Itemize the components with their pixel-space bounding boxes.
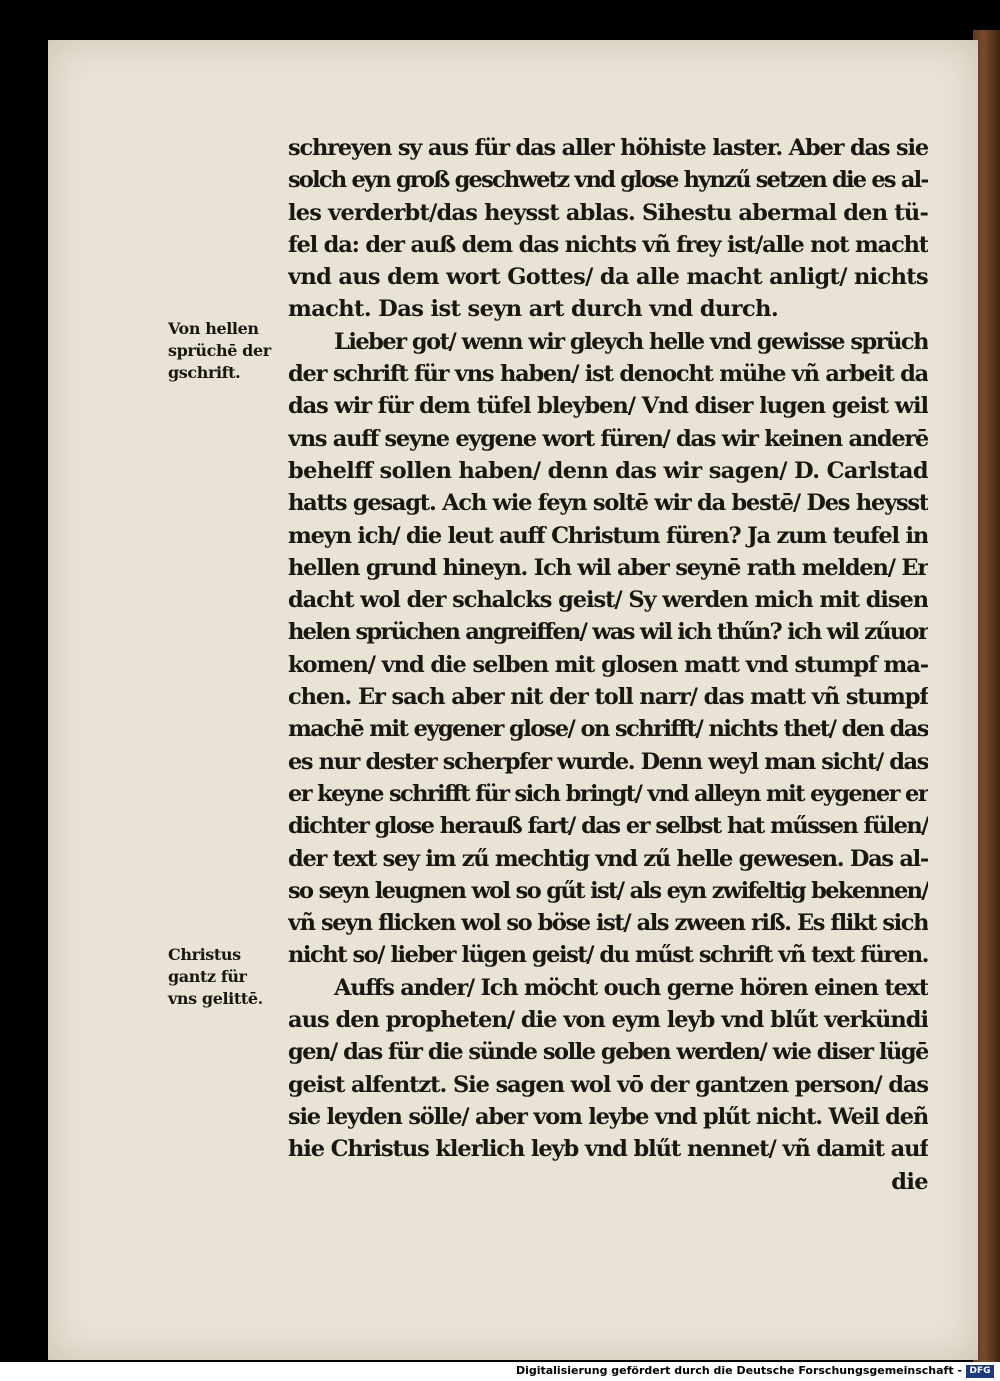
- text-line: so seyn leugnen wol so gűt ist/ als eyn zwifeltig bekennen/: [288, 877, 928, 904]
- text-line: vnd aus dem wort Gottes/ da alle macht anligt/ nichts: [288, 264, 928, 291]
- margin-note-line: vns gelittē.: [168, 989, 263, 1008]
- margin-note-christus: [168, 944, 280, 1010]
- text-line: nicht so/ lieber lügen geist/ du műst schrift vñ text füren.: [288, 942, 928, 969]
- text-line: dacht wol der schalcks geist/ Sy werden mich mit disen: [288, 587, 928, 614]
- text-line: behelff sollen haben/ denn das wir sagen/ D. Carlstad: [288, 457, 928, 484]
- main-text-block: [288, 132, 928, 1198]
- dfg-logo: DFG: [966, 1365, 994, 1378]
- footer-credit: Digitalisierung gefördert durch die Deutsche Forschungsgemeinschaft -: [515, 1364, 962, 1377]
- text-line: vns auff seyne eygene wort füren/ das wir keinen anderē: [288, 425, 928, 452]
- text-line: sie leyden sölle/ aber vom leybe vnd plűt nicht. Weil deñ: [288, 1103, 928, 1130]
- text-line: fel da: der auß dem das nichts vñ frey ist/alle not macht: [288, 231, 928, 258]
- text-line: es nur dester scherpfer wurde. Denn weyl man sicht/ das: [288, 748, 928, 775]
- text-line: hellen grund hineyn. Ich wil aber seynē rath melden/ Er: [288, 554, 928, 581]
- margin-note-line: gantz für: [168, 967, 247, 986]
- text-line: geist alfentzt. Sie sagen wol vō der gantzen person/ das: [288, 1071, 928, 1098]
- text-line: komen/ vnd die selben mit glosen matt vnd stumpf ma-: [288, 651, 928, 678]
- margin-note-line: gschrift.: [168, 363, 241, 382]
- text-line: dichter glose herauß fart/ das er selbst hat műssen fülen/: [288, 813, 928, 840]
- text-line: der text sey im zű mechtig vnd zű helle gewesen. Das al-: [288, 845, 928, 872]
- text-line: aus den propheten/ die von eym leyb vnd blűt verkündi: [288, 1007, 928, 1034]
- text-line: Lieber got/ wenn wir gleych helle vnd gewisse sprüch: [334, 328, 928, 355]
- margin-note-line: Christus: [168, 945, 241, 964]
- text-line: helen sprüchen angreiffen/ was wil ich thűn? ich wil zűuor: [288, 619, 928, 646]
- text-line: Auffs ander/ Ich möcht ouch gerne hören einen text: [334, 974, 928, 1001]
- text-line: gen/ das für die sünde solle geben werden/ wie diser lügē: [288, 1039, 928, 1066]
- text-line: les verderbt/das heysst ablas. Sihestu abermal den tü-: [288, 199, 928, 226]
- text-line: er keyne schrifft für sich bringt/ vnd alleyn mit eygener er: [288, 780, 928, 807]
- text-line: hie Christus klerlich leyb vnd blűt nennet/ vñ damit auf: [288, 1136, 928, 1163]
- catchword: die: [891, 1168, 928, 1195]
- text-line: meyn ich/ die leut auff Christum füren? Ja zum teufel in: [288, 522, 928, 549]
- text-line: solch eyn groß geschwetz vnd glose hynzű setzen die es al-: [288, 167, 928, 194]
- text-line: schreyen sy aus für das aller höhiste laster. Aber das sie: [288, 135, 928, 161]
- margin-note-hellen-spruechen: [168, 318, 280, 384]
- margin-note-line: sprüchē der: [168, 341, 271, 360]
- text-line: hatts gesagt. Ach wie feyn soltē wir da bestē/ Des heysst: [288, 490, 928, 517]
- margin-note-line: Von hellen: [168, 319, 259, 338]
- text-line: chen. Er sach aber nit der toll narr/ das matt vñ stumpf: [288, 684, 928, 711]
- text-line: das wir für dem tüfel bleyben/ Vnd diser lugen geist wil: [288, 393, 928, 420]
- footer-bar: [0, 1362, 1000, 1381]
- text-line: vñ seyn flicken wol so böse ist/ als zween riß. Es flikt sich: [288, 910, 928, 937]
- text-line: der schrift für vns haben/ ist denocht mühe vñ arbeit da: [288, 361, 928, 388]
- text-line: macht. Das ist seyn art durch vnd durch.: [288, 296, 779, 323]
- text-line: machē mit eygener glose/ on schrifft/ nichts thet/ den das: [288, 716, 928, 743]
